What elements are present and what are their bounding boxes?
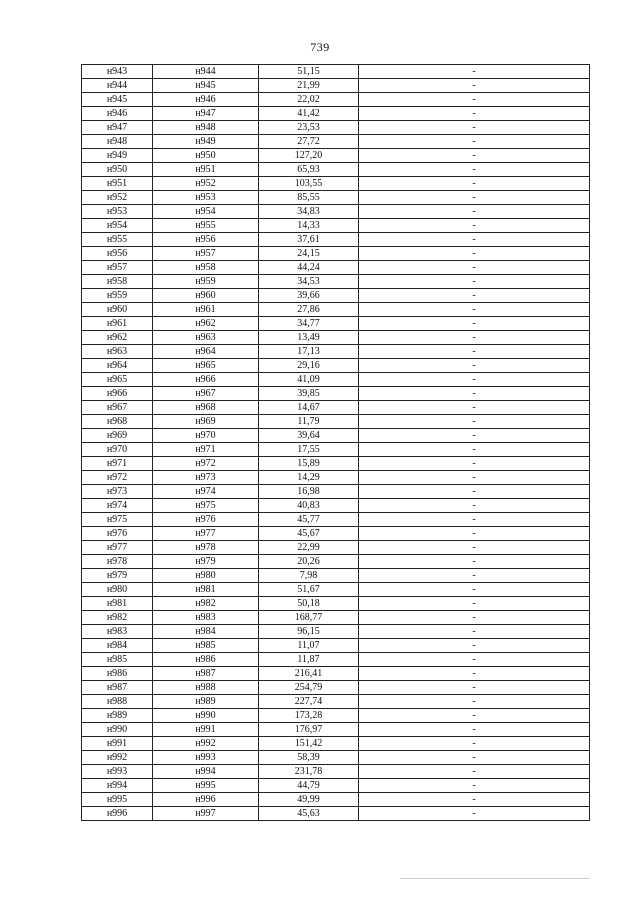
from-point-cell: н951	[82, 177, 153, 191]
distance-cell: 85,55	[259, 191, 359, 205]
note-cell: -	[359, 191, 590, 205]
from-point-cell: н962	[82, 331, 153, 345]
note-cell: -	[359, 219, 590, 233]
table-row	[82, 737, 590, 751]
distance-cell: 216,41	[259, 667, 359, 681]
distance-cell: 127,20	[259, 149, 359, 163]
to-point-cell: н977	[153, 527, 259, 541]
note-cell: -	[359, 443, 590, 457]
note-cell: -	[359, 135, 590, 149]
from-point-cell: н943	[82, 65, 153, 79]
table-row	[82, 583, 590, 597]
note-cell: -	[359, 121, 590, 135]
table-row	[82, 751, 590, 765]
distance-cell: 45,63	[259, 807, 359, 821]
from-point-cell: н994	[82, 779, 153, 793]
table-row	[82, 723, 590, 737]
to-point-cell: н990	[153, 709, 259, 723]
to-point-cell: н985	[153, 639, 259, 653]
distance-cell: 37,61	[259, 233, 359, 247]
to-point-cell: н963	[153, 331, 259, 345]
table-row	[82, 681, 590, 695]
to-point-cell: н992	[153, 737, 259, 751]
from-point-cell: н973	[82, 485, 153, 499]
distance-cell: 96,15	[259, 625, 359, 639]
from-point-cell: н990	[82, 723, 153, 737]
note-cell: -	[359, 611, 590, 625]
note-cell: -	[359, 807, 590, 821]
distance-cell: 29,16	[259, 359, 359, 373]
from-point-cell: н976	[82, 527, 153, 541]
table-row	[82, 485, 590, 499]
table-row	[82, 65, 590, 79]
table-row	[82, 373, 590, 387]
note-cell: -	[359, 177, 590, 191]
from-point-cell: н977	[82, 541, 153, 555]
page-number: 739	[310, 40, 330, 54]
scan-artifact-line	[400, 878, 590, 879]
note-cell: -	[359, 681, 590, 695]
table-row	[82, 149, 590, 163]
from-point-cell: н968	[82, 415, 153, 429]
table-row	[82, 121, 590, 135]
table-row	[82, 793, 590, 807]
table-row	[82, 163, 590, 177]
from-point-cell: н952	[82, 191, 153, 205]
from-point-cell: н963	[82, 345, 153, 359]
from-point-cell: н970	[82, 443, 153, 457]
distance-cell: 14,33	[259, 219, 359, 233]
to-point-cell: н970	[153, 429, 259, 443]
table-row	[82, 653, 590, 667]
from-point-cell: н988	[82, 695, 153, 709]
to-point-cell: н973	[153, 471, 259, 485]
table-row	[82, 93, 590, 107]
distance-cell: 44,79	[259, 779, 359, 793]
to-point-cell: н968	[153, 401, 259, 415]
note-cell: -	[359, 485, 590, 499]
note-cell: -	[359, 541, 590, 555]
table-row	[82, 289, 590, 303]
from-point-cell: н957	[82, 261, 153, 275]
from-point-cell: н953	[82, 205, 153, 219]
to-point-cell: н950	[153, 149, 259, 163]
note-cell: -	[359, 583, 590, 597]
note-cell: -	[359, 457, 590, 471]
note-cell: -	[359, 527, 590, 541]
table-row	[82, 401, 590, 415]
to-point-cell: н971	[153, 443, 259, 457]
from-point-cell: н982	[82, 611, 153, 625]
table-row	[82, 387, 590, 401]
to-point-cell: н961	[153, 303, 259, 317]
to-point-cell: н944	[153, 65, 259, 79]
distance-cell: 45,67	[259, 527, 359, 541]
from-point-cell: н954	[82, 219, 153, 233]
to-point-cell: н972	[153, 457, 259, 471]
from-point-cell: н961	[82, 317, 153, 331]
from-point-cell: н948	[82, 135, 153, 149]
table-row	[82, 345, 590, 359]
note-cell: -	[359, 723, 590, 737]
table-row	[82, 303, 590, 317]
distance-cell: 39,66	[259, 289, 359, 303]
distance-cell: 173,28	[259, 709, 359, 723]
to-point-cell: н955	[153, 219, 259, 233]
note-cell: -	[359, 359, 590, 373]
from-point-cell: н950	[82, 163, 153, 177]
distance-cell: 50,18	[259, 597, 359, 611]
note-cell: -	[359, 93, 590, 107]
to-point-cell: н994	[153, 765, 259, 779]
table-row	[82, 261, 590, 275]
to-point-cell: н945	[153, 79, 259, 93]
to-point-cell: н954	[153, 205, 259, 219]
distance-cell: 41,42	[259, 107, 359, 121]
table-row	[82, 79, 590, 93]
table-row	[82, 233, 590, 247]
table-row	[82, 695, 590, 709]
to-point-cell: н952	[153, 177, 259, 191]
distance-cell: 27,86	[259, 303, 359, 317]
from-point-cell: н960	[82, 303, 153, 317]
table-row	[82, 457, 590, 471]
distance-cell: 11,87	[259, 653, 359, 667]
to-point-cell: н983	[153, 611, 259, 625]
note-cell: -	[359, 331, 590, 345]
distance-cell: 16,98	[259, 485, 359, 499]
to-point-cell: н975	[153, 499, 259, 513]
distance-cell: 34,83	[259, 205, 359, 219]
note-cell: -	[359, 751, 590, 765]
distance-cell: 176,97	[259, 723, 359, 737]
note-cell: -	[359, 303, 590, 317]
from-point-cell: н944	[82, 79, 153, 93]
table-row	[82, 639, 590, 653]
table-row	[82, 541, 590, 555]
note-cell: -	[359, 793, 590, 807]
note-cell: -	[359, 317, 590, 331]
note-cell: -	[359, 555, 590, 569]
table-row	[82, 429, 590, 443]
table-row	[82, 443, 590, 457]
to-point-cell: н995	[153, 779, 259, 793]
from-point-cell: н985	[82, 653, 153, 667]
from-point-cell: н979	[82, 569, 153, 583]
to-point-cell: н984	[153, 625, 259, 639]
table-row	[82, 527, 590, 541]
from-point-cell: н971	[82, 457, 153, 471]
note-cell: -	[359, 373, 590, 387]
table-row	[82, 499, 590, 513]
from-point-cell: н955	[82, 233, 153, 247]
to-point-cell: н960	[153, 289, 259, 303]
note-cell: -	[359, 429, 590, 443]
note-cell: -	[359, 387, 590, 401]
note-cell: -	[359, 779, 590, 793]
table-row	[82, 275, 590, 289]
from-point-cell: н986	[82, 667, 153, 681]
to-point-cell: н946	[153, 93, 259, 107]
to-point-cell: н988	[153, 681, 259, 695]
note-cell: -	[359, 107, 590, 121]
distance-cell: 103,55	[259, 177, 359, 191]
table-row	[82, 765, 590, 779]
from-point-cell: н987	[82, 681, 153, 695]
note-cell: -	[359, 149, 590, 163]
distance-cell: 44,24	[259, 261, 359, 275]
note-cell: -	[359, 639, 590, 653]
from-point-cell: н996	[82, 807, 153, 821]
table-row	[82, 177, 590, 191]
to-point-cell: н964	[153, 345, 259, 359]
note-cell: -	[359, 695, 590, 709]
table-row	[82, 513, 590, 527]
distance-cell: 58,39	[259, 751, 359, 765]
from-point-cell: н989	[82, 709, 153, 723]
to-point-cell: н982	[153, 597, 259, 611]
note-cell: -	[359, 597, 590, 611]
to-point-cell: н980	[153, 569, 259, 583]
from-point-cell: н974	[82, 499, 153, 513]
to-point-cell: н966	[153, 373, 259, 387]
distance-cell: 17,13	[259, 345, 359, 359]
distance-cell: 49,99	[259, 793, 359, 807]
from-point-cell: н981	[82, 597, 153, 611]
note-cell: -	[359, 625, 590, 639]
from-point-cell: н993	[82, 765, 153, 779]
table-row	[82, 667, 590, 681]
to-point-cell: н991	[153, 723, 259, 737]
to-point-cell: н949	[153, 135, 259, 149]
boundary-points-table	[81, 64, 590, 821]
from-point-cell: н965	[82, 373, 153, 387]
from-point-cell: н956	[82, 247, 153, 261]
note-cell: -	[359, 205, 590, 219]
note-cell: -	[359, 345, 590, 359]
distance-cell: 45,77	[259, 513, 359, 527]
to-point-cell: н948	[153, 121, 259, 135]
distance-cell: 41,09	[259, 373, 359, 387]
to-point-cell: н965	[153, 359, 259, 373]
note-cell: -	[359, 513, 590, 527]
note-cell: -	[359, 79, 590, 93]
note-cell: -	[359, 247, 590, 261]
distance-cell: 14,29	[259, 471, 359, 485]
table-row	[82, 317, 590, 331]
from-point-cell: н995	[82, 793, 153, 807]
note-cell: -	[359, 261, 590, 275]
table-row	[82, 247, 590, 261]
to-point-cell: н969	[153, 415, 259, 429]
to-point-cell: н986	[153, 653, 259, 667]
note-cell: -	[359, 401, 590, 415]
note-cell: -	[359, 709, 590, 723]
table-row	[82, 625, 590, 639]
to-point-cell: н997	[153, 807, 259, 821]
to-point-cell: н947	[153, 107, 259, 121]
distance-cell: 20,26	[259, 555, 359, 569]
distance-cell: 24,15	[259, 247, 359, 261]
from-point-cell: н992	[82, 751, 153, 765]
to-point-cell: н993	[153, 751, 259, 765]
table-row	[82, 219, 590, 233]
distance-cell: 15,89	[259, 457, 359, 471]
distance-cell: 151,42	[259, 737, 359, 751]
note-cell: -	[359, 765, 590, 779]
note-cell: -	[359, 737, 590, 751]
from-point-cell: н984	[82, 639, 153, 653]
note-cell: -	[359, 569, 590, 583]
to-point-cell: н974	[153, 485, 259, 499]
distance-cell: 254,79	[259, 681, 359, 695]
from-point-cell: н945	[82, 93, 153, 107]
from-point-cell: н969	[82, 429, 153, 443]
note-cell: -	[359, 471, 590, 485]
to-point-cell: н979	[153, 555, 259, 569]
distance-cell: 22,02	[259, 93, 359, 107]
note-cell: -	[359, 65, 590, 79]
distance-cell: 13,49	[259, 331, 359, 345]
distance-cell: 227,74	[259, 695, 359, 709]
from-point-cell: н991	[82, 737, 153, 751]
to-point-cell: н996	[153, 793, 259, 807]
table-body	[82, 65, 590, 821]
to-point-cell: н959	[153, 275, 259, 289]
table-row	[82, 555, 590, 569]
distance-cell: 27,72	[259, 135, 359, 149]
table-row	[82, 331, 590, 345]
table-row	[82, 107, 590, 121]
distance-cell: 231,78	[259, 765, 359, 779]
to-point-cell: н987	[153, 667, 259, 681]
from-point-cell: н980	[82, 583, 153, 597]
table-row	[82, 569, 590, 583]
from-point-cell: н958	[82, 275, 153, 289]
distance-cell: 51,15	[259, 65, 359, 79]
to-point-cell: н962	[153, 317, 259, 331]
note-cell: -	[359, 415, 590, 429]
distance-cell: 34,77	[259, 317, 359, 331]
from-point-cell: н967	[82, 401, 153, 415]
note-cell: -	[359, 289, 590, 303]
table-row	[82, 415, 590, 429]
distance-cell: 21,99	[259, 79, 359, 93]
note-cell: -	[359, 233, 590, 247]
distance-cell: 23,53	[259, 121, 359, 135]
to-point-cell: н953	[153, 191, 259, 205]
table-row	[82, 471, 590, 485]
table-row	[82, 709, 590, 723]
distance-cell: 22,99	[259, 541, 359, 555]
from-point-cell: н972	[82, 471, 153, 485]
distance-cell: 17,55	[259, 443, 359, 457]
table-row	[82, 597, 590, 611]
distance-cell: 11,07	[259, 639, 359, 653]
from-point-cell: н947	[82, 121, 153, 135]
distance-cell: 39,64	[259, 429, 359, 443]
table-row	[82, 611, 590, 625]
from-point-cell: н966	[82, 387, 153, 401]
table-row	[82, 359, 590, 373]
from-point-cell: н946	[82, 107, 153, 121]
table-row	[82, 807, 590, 821]
distance-cell: 51,67	[259, 583, 359, 597]
to-point-cell: н978	[153, 541, 259, 555]
distance-cell: 11,79	[259, 415, 359, 429]
to-point-cell: н976	[153, 513, 259, 527]
table-row	[82, 205, 590, 219]
to-point-cell: н989	[153, 695, 259, 709]
to-point-cell: н957	[153, 247, 259, 261]
table-row	[82, 191, 590, 205]
distance-cell: 168,77	[259, 611, 359, 625]
distance-cell: 34,53	[259, 275, 359, 289]
distance-cell: 40,83	[259, 499, 359, 513]
table-row	[82, 135, 590, 149]
to-point-cell: н981	[153, 583, 259, 597]
from-point-cell: н959	[82, 289, 153, 303]
note-cell: -	[359, 499, 590, 513]
to-point-cell: н958	[153, 261, 259, 275]
distance-cell: 39,85	[259, 387, 359, 401]
from-point-cell: н978	[82, 555, 153, 569]
note-cell: -	[359, 163, 590, 177]
note-cell: -	[359, 653, 590, 667]
from-point-cell: н949	[82, 149, 153, 163]
note-cell: -	[359, 275, 590, 289]
to-point-cell: н956	[153, 233, 259, 247]
distance-cell: 65,93	[259, 163, 359, 177]
distance-cell: 7,98	[259, 569, 359, 583]
table-row	[82, 779, 590, 793]
to-point-cell: н951	[153, 163, 259, 177]
to-point-cell: н967	[153, 387, 259, 401]
from-point-cell: н983	[82, 625, 153, 639]
distance-cell: 14,67	[259, 401, 359, 415]
from-point-cell: н975	[82, 513, 153, 527]
from-point-cell: н964	[82, 359, 153, 373]
note-cell: -	[359, 667, 590, 681]
